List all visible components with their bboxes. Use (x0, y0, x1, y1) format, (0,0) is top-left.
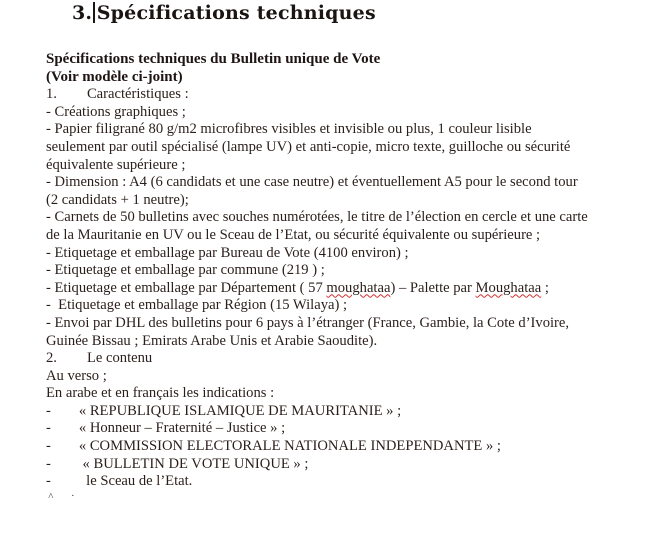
list-item-continuation: (2 candidats + 1 neutre); (46, 191, 189, 208)
list-item: - Etiquetage et emballage par commune (219 ) ; (46, 262, 325, 279)
list-item-continuation: Guinée Bissau ; Emirats Arabe Unis et Arabie Saoudite). (46, 332, 378, 349)
content-item: - « REPUBLIQUE ISLAMIQUE DE MAURITANIE » ; (46, 402, 402, 419)
list-item: - Etiquetage et emballage par Région (15 Wilaya) ; (46, 297, 348, 314)
misspelled-word[interactable]: Moughataa (475, 279, 542, 296)
list-item: - Etiquetage et emballage par Bureau de Vote (4100 environ) ; (46, 244, 409, 261)
subtitle-line-1: Spécifications techniques du Bulletin unique de Vote (46, 51, 381, 67)
list-item: - Dimension : A4 (6 candidats et une case neutre) et éventuellement A5 pour le second tour (46, 174, 578, 191)
subtitle-line-2: (Voir modèle ci-joint) (46, 68, 183, 85)
section-heading (72, 2, 376, 24)
content-item: - le Sceau de l’Etat. (46, 473, 193, 490)
trailing-marks: ˄ · (48, 491, 75, 502)
list-item-continuation: seulement par outil spécialisé (lampe UV) et anti-copie, micro texte, guilloche ou sécurité (46, 138, 571, 155)
heading-title: Spécifications techniques (96, 2, 376, 24)
list-item: - Etiquetage et emballage par Département ( 57 moughataa) – Palette par Moughataa ; (46, 279, 549, 296)
text-cursor (93, 2, 95, 23)
misspelled-word[interactable]: moughataa (326, 279, 391, 296)
list-item: - Créations graphiques ; (46, 103, 186, 120)
document-body (46, 51, 636, 491)
heading-number: 3. (72, 2, 93, 24)
list-item: - Papier filigrané 80 g/m2 microfibres visibles et invisible ou plus, 1 couleur lisible (46, 121, 532, 138)
content-item: - « COMMISSION ELECTORALE NATIONALE INDEPENDANTE » ; (46, 438, 501, 455)
content-item: - « Honneur – Fraternité – Justice » ; (46, 420, 286, 437)
verso-label: Au verso ; (46, 367, 107, 384)
list-item: - Envoi par DHL des bulletins pour 6 pays à l’étranger (France, Gambie, la Cote d’Ivoire, (46, 314, 570, 331)
content-item: - « BULLETIN DE VOTE UNIQUE » ; (46, 455, 309, 472)
section-2-heading (46, 350, 636, 368)
list-item: - Carnets de 50 bulletins avec souches numérotées, le titre de l’élection en cercle et une carte (46, 209, 588, 226)
section-2-title: Le contenu (86, 350, 153, 367)
section-1-number: 1. (46, 86, 57, 103)
list-item-continuation: équivalente supérieure ; (46, 156, 186, 173)
section-1-heading (46, 86, 636, 104)
section-2-number: 2. (46, 350, 57, 367)
list-item-continuation: de la Mauritanie en UV ou le Sceau de l’Etat, ou sécurité équivalente ou supérieure ; (46, 226, 541, 243)
intro-text: En arabe et en français les indications : (46, 385, 275, 402)
section-1-title: Caractéristiques : (86, 86, 189, 103)
